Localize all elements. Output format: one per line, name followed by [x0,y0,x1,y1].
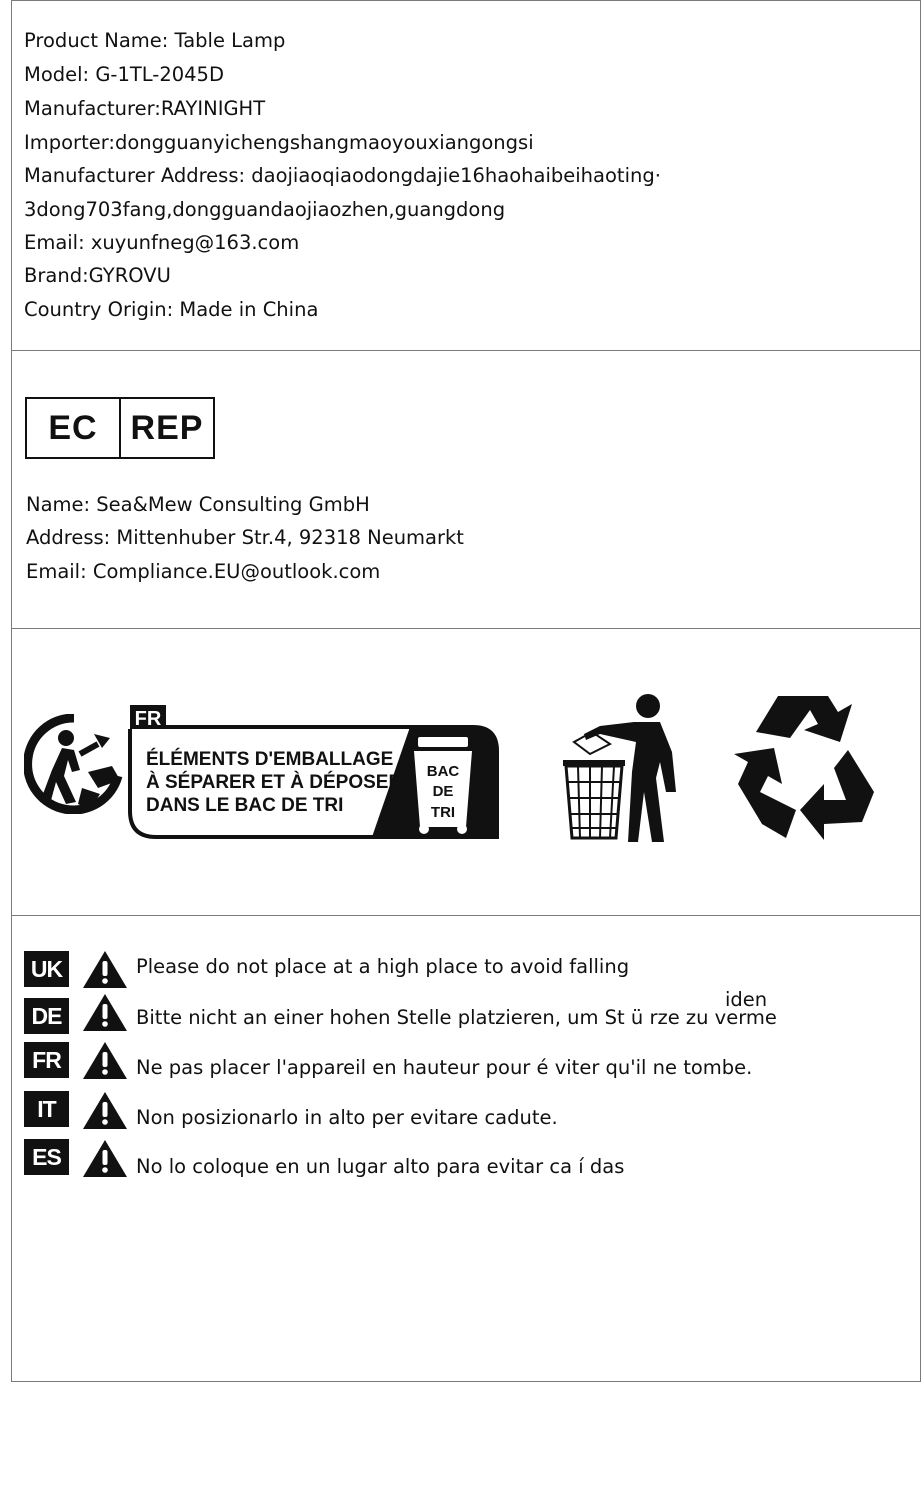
warning-triangle-icon [82,949,128,989]
triman-info-label [128,703,500,841]
ec-label: EC [27,399,121,457]
ec-rep-symbol [25,397,215,459]
model: Model: G-1TL-2045D [24,63,224,86]
tidyman-bin-icon [560,692,684,844]
importer: Importer:dongguanyichengshangmaoyouxiangongsi [24,131,534,154]
warning-triangle-icon [82,1040,128,1080]
manufacturer-address: Manufacturer Address: daojiaoqiaodongdajie16haohaibeihaoting· [24,164,661,187]
warning-text-de-overflow: iden [725,988,768,1011]
warning-text-fr: Ne pas placer l'appareil en hauteur pour é viter qu'il ne tombe. [136,1056,753,1079]
section-divider [11,628,921,629]
warning-text-uk: Please do not place at a high place to avoid falling [136,955,630,978]
recycle-icon [734,692,876,848]
triman-line-1: ÉLÉMENTS D'EMBALLAGE [146,749,394,770]
bin-text-2: DE [432,783,454,800]
bin-text-3: TRI [430,804,456,821]
triman-icon [24,714,124,814]
warning-triangle-icon [82,1138,128,1178]
brand: Brand:GYROVU [24,264,171,287]
ec-rep-email: Email: Compliance.EU@outlook.com [26,560,381,583]
bin-text-1: BAC [426,763,460,780]
warning-text-it: Non posizionarlo in alto per evitare cadute. [136,1106,558,1129]
fr-tag: FR [134,708,162,730]
manufacturer-email: Email: xuyunfneg@163.com [24,231,300,254]
manufacturer-address-cont: 3dong703fang,dongguandaojiaozhen,guangdong [24,198,506,221]
lang-badge-it: IT [24,1091,69,1127]
sorting-bin-icon [414,737,472,834]
ec-rep-name: Name: Sea&Mew Consulting GmbH [26,493,370,516]
lang-badge-es: ES [24,1139,69,1175]
warning-triangle-icon [82,992,128,1032]
rep-label: REP [130,408,204,447]
manufacturer: Manufacturer:RAYINIGHT [24,97,266,120]
lang-badge-uk: UK [24,951,69,987]
lang-badge-fr: FR [24,1042,69,1078]
ec-rep-address: Address: Mittenhuber Str.4, 92318 Neumarkt [26,526,464,549]
country-origin: Country Origin: Made in China [24,298,319,321]
lang-badge-de: DE [24,998,69,1034]
warning-text-de: Bitte nicht an einer hohen Stelle platzieren, um St ü rze zu verme [136,1006,777,1029]
product-name: Product Name: Table Lamp [24,29,286,52]
triman-line-2: À SÉPARER ET À DÉPOSER [146,772,403,793]
section-divider [11,915,921,916]
warning-triangle-icon [82,1090,128,1130]
triman-line-3: DANS LE BAC DE TRI [146,795,344,816]
section-divider [11,350,921,351]
warning-text-es: No lo coloque en un lugar alto para evitar ca í das [136,1155,625,1178]
